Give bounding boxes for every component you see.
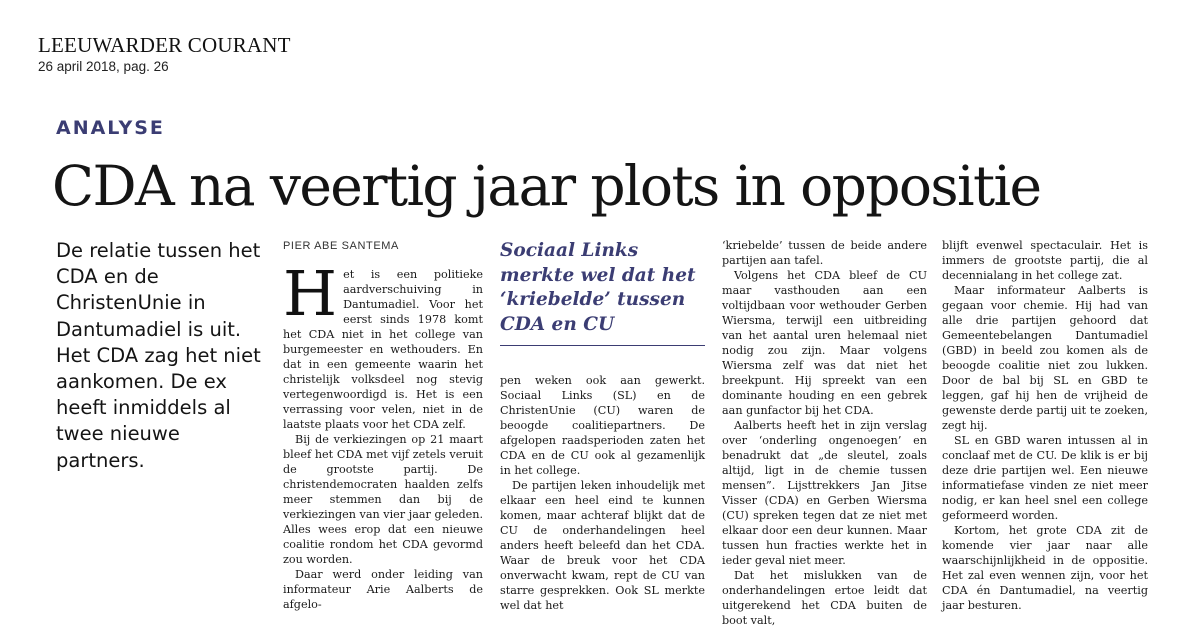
publication-date: 26 april 2018, pag. 26 [38,59,169,74]
paragraph: Aalberts heeft het in zijn verslag over ‘onderling ongenoegen’ en benadrukt dat „de sleutel, zoals altijd, ligt in de chemie tussen mensen”. Lijsttrekkers Jan Jitse Visser (CDA) en Gerben Wiersma (CU) spreken tegen dat ze niet met elkaar door een deur kunnen. Maar tussen hun fracties werkte het in ieder geval niet meer. [722,419,927,567]
article-byline: PIER ABE SANTEMA [283,240,399,252]
newspaper-masthead: LEEUWARDER COURANT [38,33,291,57]
paragraph: pen weken ook aan gewerkt. Sociaal Links (SL) en de ChristenUnie (CU) waren de beoogde coalitiepartners. De afgelopen raadsperioden zaten het CDA en de CU ook al gezamenlijk in het college. [500,374,705,477]
paragraph: ‘kriebelde’ tussen de beide andere partijen aan tafel. [722,239,927,267]
paragraph [283,257,483,432]
paragraph: SL en GBD waren intussen al in conclaaf met de CU. De klik is er bij deze drie partijen wel. Een nieuwe informatiefase vinden ze niet meer nodig, er kan heel snel een college geformeerd worden. [942,434,1148,522]
pull-quote-divider [500,345,705,346]
paragraph-text: et is een politieke aardverschuiving in Dantumadiel. Voor het eerst sinds 1978 komt het CDA niet in het college van burgemeester en wethouders. En dat in een gemeente waarin het christelijk volksdeel nog stevig vertegenwoordigd is. Het is een verrassing voor velen, niet in de laatste plaats voor het CDA zelf. [283,268,483,431]
paragraph: Kortom, het grote CDA zit de komende vier jaar naar alle waarschijnlijkheid in de oppositie. Het zal even wennen zijn, voor het CDA én Dantumadiel, na veertig jaar besturen. [942,524,1148,612]
paragraph: Bij de verkiezingen op 21 maart bleef het CDA met vijf zetels veruit de grootste partij. De christendemocraten haalden zelfs meer stemmen dan bij de verkiezingen van vier jaar geleden. Alles wees erop dat een nieuwe coalitie rondom het CDA gevormd zou worden. [283,433,483,566]
paragraph: Daar werd onder leiding van informateur Arie Aalberts de afgelo- [283,568,483,611]
article-column-1 [283,257,483,612]
article-column-2 [500,373,705,613]
article-column-3 [722,238,927,628]
paragraph: Maar informateur Aalberts is gegaan voor chemie. Hij had van alle drie partijen gehoord dat Gemeentebelangen Dantumadiel (GBD) in beeld zou komen als de beoogde coalitie niet zou lukken. Door de bal bij SL en GBD te leggen, gaf hij hen de vrijheid de gewenste derde partij uit te zoeken, zegt hij. [942,284,1148,432]
section-kicker: ANALYSE [56,117,165,139]
paragraph: Dat het mislukken van de onderhandelingen ertoe leidt dat uitgerekend het CDA buiten de boot valt, [722,569,927,627]
article-headline: CDA na veertig jaar plots in oppositie [52,154,1041,218]
drop-cap: H [283,257,338,330]
article-column-4 [942,238,1148,613]
pull-quote: Sociaal Links merkte wel dat het ‘kriebelde’ tussen CDA en CU [500,240,696,335]
paragraph: Volgens het CDA bleef de CU maar vasthouden aan een voltijdbaan voor wethouder Gerben Wiersma, terwijl een uitbreiding van het aantal uren helemaal niet nodig zou zijn. Maar volgens Wiersma zelf was dat niet het breekpunt. Hij spreekt van een dominante houding en een gebrek aan gunfactor bij het CDA. [722,269,927,417]
paragraph: blijft evenwel spectaculair. Het is immers de grootste partij, die al decennialang in het college zat. [942,239,1148,282]
paragraph: De partijen leken inhoudelijk met elkaar een heel eind te kunnen komen, maar achteraf blijkt dat de CU de onderhandelingen heel anders heeft beleefd dan het CDA. Waar de breuk voor het CDA onverwacht kwam, rept de CU van starre gesprekken. Ook SL merkte wel dat het [500,479,705,612]
article-intro: De relatie tussen het CDA en de ChristenUnie in Dantumadiel is uit. Het CDA zag het niet aankomen. De ex heeft inmiddels al twee nieuwe partners. [56,239,261,472]
